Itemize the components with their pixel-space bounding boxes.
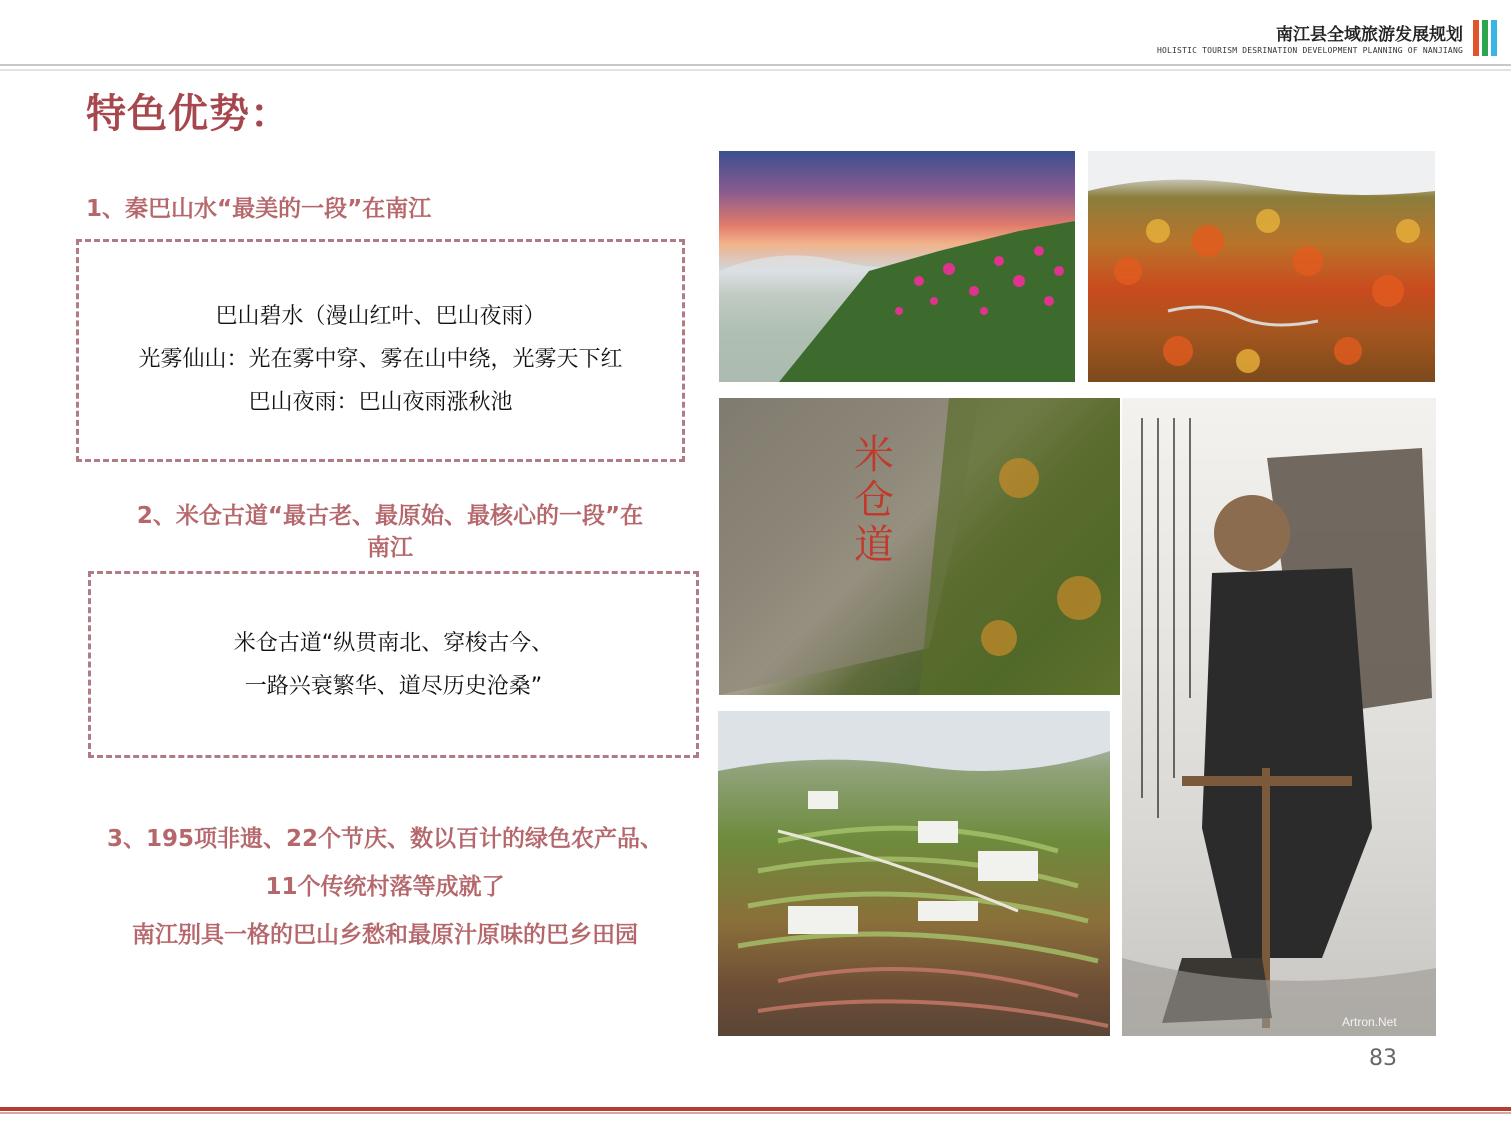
header-color-bar-blue (1491, 20, 1497, 56)
page-title: 特色优势： (86, 91, 291, 137)
footer-line (0, 1107, 1511, 1111)
section2-heading-line2: 南江 (367, 535, 413, 561)
section2-line: 米仓古道“纵贯南北、穿梭古今、 (233, 631, 554, 656)
section2-box (88, 571, 699, 758)
section3-line: 南江别具一格的巴山乡愁和最原汁原味的巴乡田园 (132, 922, 638, 948)
cliff-inscription-char-1: 米 (854, 432, 894, 478)
header-divider (0, 64, 1511, 66)
cliff-inscription-char-3: 道 (854, 522, 894, 568)
document-title: 南江县全域旅游发展规划 (1276, 25, 1463, 45)
section3-text (70, 815, 700, 959)
header-color-bar-orange (1473, 20, 1479, 56)
page-number: 83 (1369, 1046, 1397, 1071)
porter-painting-photo (1122, 398, 1436, 1036)
footer-line-secondary (0, 1112, 1511, 1114)
section2-heading-line1: 2、米仓古道“最古老、最原始、最核心的一段”在 (136, 503, 644, 529)
header-color-bar-green (1482, 20, 1488, 56)
section3-line: 3、195项非遗、22个节庆、数以百计的绿色农产品、 (106, 826, 664, 852)
document-subtitle: HOLISTIC TOURISM DESRINATION DEVELOPMENT PLANNING OF NANJIANG (1156, 46, 1463, 55)
section3-line: 11个传统村落等成就了 (265, 874, 505, 900)
autumn-forest-photo (1088, 151, 1435, 382)
section2-heading (80, 500, 700, 564)
artron-watermark: Artron.Net (1342, 1015, 1397, 1029)
section1-line: 巴山碧水（漫山红叶、巴山夜雨） (215, 304, 546, 329)
section1-line: 光雾仙山：光在雾中穿、雾在山中绕，光雾天下红 (138, 347, 623, 372)
section1-line: 巴山夜雨：巴山夜雨涨秋池 (248, 390, 513, 415)
section2-line: 一路兴衰繁华、道尽历史沧桑” (244, 674, 543, 699)
section1-box (76, 239, 685, 462)
micang-road-cliff-photo (719, 398, 1120, 695)
section1-heading: 1、秦巴山水“最美的一段”在南江 (86, 196, 432, 222)
village-terraces-photo (718, 711, 1110, 1036)
header-divider-secondary (0, 69, 1511, 71)
mountain-sunset-flowers-photo (719, 151, 1075, 382)
cliff-inscription-char-2: 仓 (854, 477, 894, 523)
